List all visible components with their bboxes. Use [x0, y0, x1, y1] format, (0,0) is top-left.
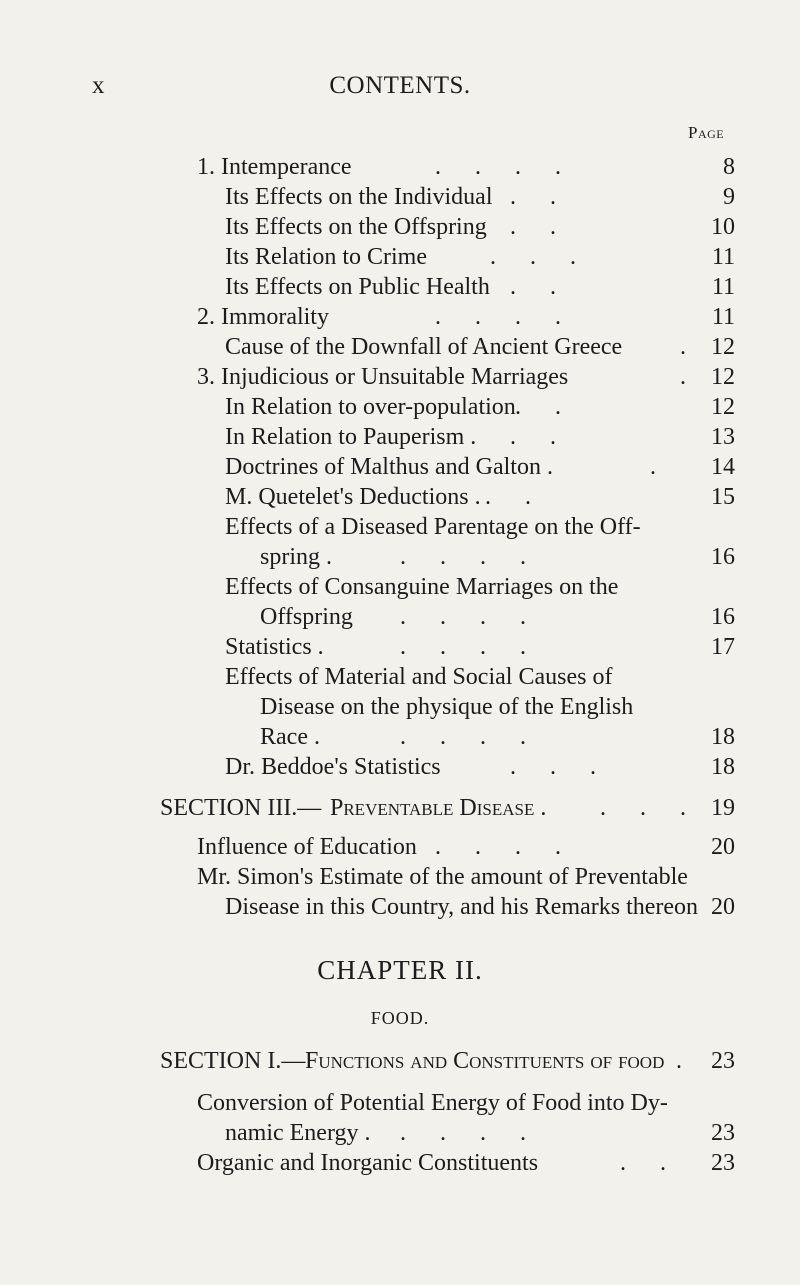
- toc-page-number: 12: [711, 334, 735, 360]
- toc-entry: [0, 1090, 800, 1120]
- toc-page-number: 16: [711, 604, 735, 630]
- toc-page-number: 20: [711, 894, 735, 920]
- toc-page-number: 18: [711, 754, 735, 780]
- toc-entry: [0, 334, 800, 364]
- toc-entry-title: Influence of Education: [197, 834, 417, 860]
- dot-leader: . . .: [490, 244, 576, 270]
- toc-page-number: 10: [711, 214, 735, 240]
- toc-entry: [0, 694, 800, 724]
- section-heading: [0, 795, 800, 825]
- toc-entry-title: In Relation to over-population: [225, 394, 516, 420]
- toc-entry: [0, 724, 800, 754]
- toc-entry-title: In Relation to Pauperism .: [225, 424, 477, 450]
- dot-leader: . .: [510, 214, 556, 240]
- toc-page-number: 17: [711, 634, 735, 660]
- dot-leader: . . . .: [400, 1120, 526, 1146]
- toc-page-number: 15: [711, 484, 735, 510]
- toc-page-number: 14: [711, 454, 735, 480]
- toc-entry-title: Dr. Beddoe's Statistics: [225, 754, 441, 780]
- toc-page-number: 23: [711, 1120, 735, 1146]
- section-title: Preventable Disease .: [330, 795, 547, 821]
- toc-page-number: 16: [711, 544, 735, 570]
- toc-entry: [0, 894, 800, 924]
- toc-entry: [0, 754, 800, 784]
- toc-page-number: 23: [711, 1048, 735, 1074]
- folio-number: x: [92, 72, 105, 99]
- toc-entry-title: M. Quetelet's Deductions .: [225, 484, 481, 510]
- toc-entry: [0, 454, 800, 484]
- toc-entry-title: Doctrines of Malthus and Galton .: [225, 454, 553, 480]
- toc-entry: [0, 634, 800, 664]
- toc-entry-title: Its Effects on the Offspring: [225, 214, 487, 240]
- toc-entry-title: Mr. Simon's Estimate of the amount of Preventable: [197, 864, 688, 890]
- toc-entry: [0, 214, 800, 244]
- toc-entry: [0, 244, 800, 274]
- toc-page-number: 19: [711, 795, 735, 821]
- dot-leader: . . . .: [400, 724, 526, 750]
- dot-leader: . .: [485, 484, 531, 510]
- toc-page-number: 20: [711, 834, 735, 860]
- toc-entry-title: Disease in this Country, and his Remarks thereon: [225, 894, 699, 920]
- dot-leader: . . . .: [400, 604, 526, 630]
- chapter-subtitle: FOOD.: [370, 1008, 430, 1028]
- toc-entry: [0, 1150, 800, 1180]
- dot-leader: . . . .: [435, 154, 561, 180]
- dot-leader: . .: [515, 394, 561, 420]
- toc-entry: [0, 604, 800, 634]
- toc-entry: [0, 184, 800, 214]
- toc-page-number: 11: [711, 244, 735, 270]
- toc-entry-title: Its Effects on Public Health: [225, 274, 490, 300]
- toc-entry: [0, 394, 800, 424]
- toc-entry: [0, 664, 800, 694]
- dot-leader: . . .: [510, 754, 596, 780]
- toc-page-number: 12: [711, 364, 735, 390]
- dot-leader: . .: [510, 274, 556, 300]
- toc-entry: [0, 574, 800, 604]
- section-title: Functions and Constituents of food: [305, 1048, 665, 1074]
- toc-entry-title: Effects of Material and Social Causes of: [225, 664, 613, 690]
- dot-leader: .: [680, 334, 686, 360]
- toc-page-number: 18: [711, 724, 735, 750]
- page-header: [0, 72, 800, 112]
- toc-entry: [0, 424, 800, 454]
- toc-entry-title: spring .: [260, 544, 332, 570]
- toc-entry-title: Effects of a Diseased Parentage on the Off-: [225, 514, 641, 540]
- page-column-label: Page: [688, 123, 725, 142]
- toc-entry-title: 3. Injudicious or Unsuitable Marriages: [197, 364, 569, 390]
- toc-entry: [0, 834, 800, 864]
- toc-entry: [0, 274, 800, 304]
- toc-entry: [0, 514, 800, 544]
- toc-entry-title: Cause of the Downfall of Ancient Greece: [225, 334, 623, 360]
- toc-entry-title: Statistics .: [225, 634, 324, 660]
- toc-entry-title: Disease on the physique of the English: [260, 694, 634, 720]
- toc-page-number: 12: [711, 394, 735, 420]
- toc-entry: [0, 484, 800, 514]
- toc-entry-title: namic Energy .: [225, 1120, 371, 1146]
- dot-leader: . . . .: [400, 634, 526, 660]
- dot-leader: .: [650, 454, 656, 480]
- dot-leader: . . . .: [400, 544, 526, 570]
- toc-page-number: 11: [711, 304, 735, 330]
- dot-leader: . .: [510, 184, 556, 210]
- section-heading: [0, 1048, 800, 1078]
- toc-page-number: 8: [723, 154, 735, 180]
- toc-entry: [0, 304, 800, 334]
- section-label: SECTION III.—: [160, 795, 322, 821]
- toc-entry-title: Race .: [260, 724, 320, 750]
- toc-entry-title: Organic and Inorganic Constituents: [197, 1150, 539, 1176]
- toc-entry: [0, 544, 800, 574]
- toc-entry-title: 2. Immorality: [197, 304, 329, 330]
- toc-entry-title: 1. Intemperance: [197, 154, 352, 180]
- toc-entry-title: Its Effects on the Individual: [225, 184, 493, 210]
- page-title: CONTENTS.: [329, 72, 471, 99]
- toc-page-number: 9: [723, 184, 735, 210]
- toc-entry-title: Offspring: [260, 604, 353, 630]
- toc-page-number: 23: [711, 1150, 735, 1176]
- dot-leader: .: [676, 1048, 682, 1074]
- chapter-heading: CHAPTER II.: [317, 955, 483, 985]
- toc-entry: [0, 864, 800, 894]
- toc-entry: [0, 154, 800, 184]
- toc-page-number: 11: [711, 274, 735, 300]
- toc-entry-title: Effects of Consanguine Marriages on the: [225, 574, 619, 600]
- dot-leader: . . .: [600, 795, 686, 821]
- toc-entry: [0, 1120, 800, 1150]
- section-label: SECTION I.—: [160, 1048, 306, 1074]
- dot-leader: . .: [620, 1150, 666, 1176]
- toc-entry-title: Conversion of Potential Energy of Food into Dy-: [197, 1090, 668, 1116]
- dot-leader: . . . .: [435, 834, 561, 860]
- toc-page-number: 13: [711, 424, 735, 450]
- dot-leader: . . . .: [435, 304, 561, 330]
- dot-leader: .: [680, 364, 686, 390]
- dot-leader: . .: [510, 424, 556, 450]
- toc-entry-title: Its Relation to Crime: [225, 244, 427, 270]
- toc-entry: [0, 364, 800, 394]
